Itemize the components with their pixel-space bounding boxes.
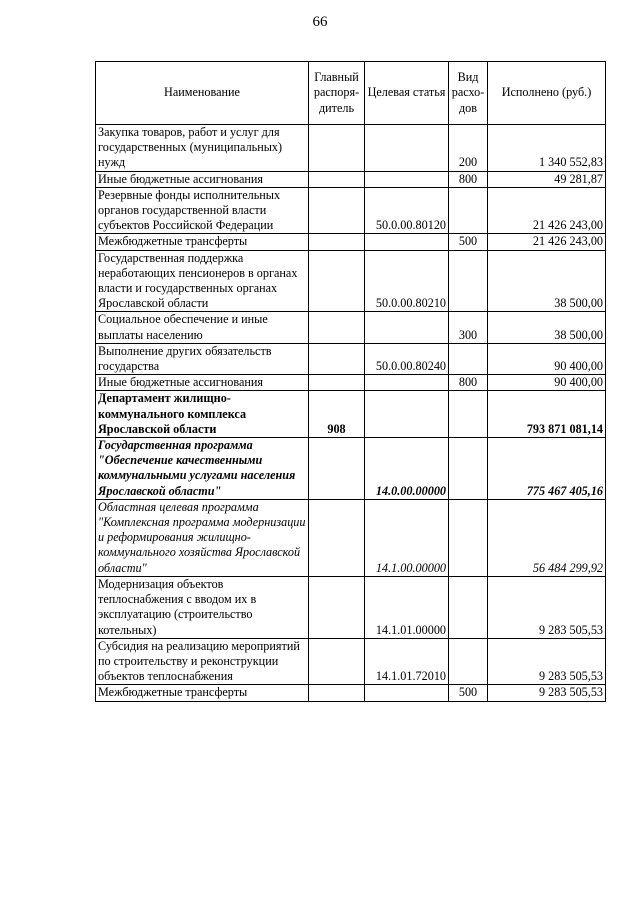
table-row [96, 438, 606, 500]
row-executed-cell: 21 426 243,00 [488, 187, 606, 234]
header-admin: Главный распоря-дитель [309, 62, 365, 125]
row-admin-cell [309, 438, 365, 500]
row-target-article-cell [365, 234, 449, 250]
row-expense-kind-cell: 500 [449, 685, 488, 701]
row-name-cell: Субсидия на реализацию мероприятий по строительству и реконструкции объектов теплоснабжения [96, 638, 309, 685]
row-executed-cell: 49 281,87 [488, 171, 606, 187]
row-name-cell: Департамент жилищно-коммунального комплекса Ярославской области [96, 391, 309, 438]
row-executed-cell: 38 500,00 [488, 312, 606, 343]
row-executed-cell: 38 500,00 [488, 250, 606, 312]
table-row [96, 250, 606, 312]
budget-table [95, 61, 606, 702]
row-target-article-cell: 14.0.00.00000 [365, 438, 449, 500]
row-target-article-cell: 50.0.00.80120 [365, 187, 449, 234]
row-expense-kind-cell [449, 576, 488, 638]
table-row [96, 499, 606, 576]
row-target-article-cell [365, 375, 449, 391]
header-name: Наименование [96, 62, 309, 125]
row-executed-cell: 9 283 505,53 [488, 685, 606, 701]
table-body [96, 125, 606, 702]
row-target-article-cell [365, 312, 449, 343]
row-name-cell: Иные бюджетные ассигнования [96, 375, 309, 391]
header-expense-kind: Вид расхо-дов [449, 62, 488, 125]
table-row [96, 312, 606, 343]
table-row [96, 171, 606, 187]
row-target-article-cell [365, 125, 449, 172]
row-admin-cell [309, 343, 365, 374]
row-expense-kind-cell [449, 638, 488, 685]
row-executed-cell: 90 400,00 [488, 343, 606, 374]
row-name-cell: Межбюджетные трансферты [96, 685, 309, 701]
row-expense-kind-cell [449, 438, 488, 500]
row-expense-kind-cell: 800 [449, 171, 488, 187]
table-row [96, 685, 606, 701]
table-row [96, 391, 606, 438]
row-admin-cell [309, 312, 365, 343]
row-target-article-cell [365, 171, 449, 187]
row-name-cell: Резервные фонды исполнительных органов государственной власти субъектов Российской Федерации [96, 187, 309, 234]
row-executed-cell: 9 283 505,53 [488, 576, 606, 638]
row-expense-kind-cell [449, 499, 488, 576]
row-name-cell: Межбюджетные трансферты [96, 234, 309, 250]
row-expense-kind-cell [449, 187, 488, 234]
row-name-cell: Областная целевая программа "Комплексная программа модернизации и реформирования жилищно-коммунального хозяйства Ярославской области" [96, 499, 309, 576]
header-target-article: Целевая статья [365, 62, 449, 125]
row-expense-kind-cell: 200 [449, 125, 488, 172]
row-name-cell: Иные бюджетные ассигнования [96, 171, 309, 187]
row-admin-cell [309, 125, 365, 172]
row-admin-cell: 908 [309, 391, 365, 438]
table-row [96, 576, 606, 638]
table-row [96, 375, 606, 391]
row-target-article-cell: 14.1.00.00000 [365, 499, 449, 576]
row-admin-cell [309, 576, 365, 638]
row-expense-kind-cell [449, 343, 488, 374]
row-admin-cell [309, 234, 365, 250]
row-executed-cell: 21 426 243,00 [488, 234, 606, 250]
page-number: 66 [312, 14, 328, 30]
table-row [96, 638, 606, 685]
row-name-cell: Государственная программа "Обеспечение качественными коммунальными услугами населения Ярославской области" [96, 438, 309, 500]
row-admin-cell [309, 685, 365, 701]
row-target-article-cell: 14.1.01.00000 [365, 576, 449, 638]
row-executed-cell: 793 871 081,14 [488, 391, 606, 438]
row-admin-cell [309, 250, 365, 312]
row-admin-cell [309, 375, 365, 391]
row-expense-kind-cell [449, 391, 488, 438]
row-executed-cell: 56 484 299,92 [488, 499, 606, 576]
row-name-cell: Закупка товаров, работ и услуг для государственных (муниципальных) нужд [96, 125, 309, 172]
header-executed: Исполнено (руб.) [488, 62, 606, 125]
row-target-article-cell: 50.0.00.80210 [365, 250, 449, 312]
row-expense-kind-cell: 500 [449, 234, 488, 250]
row-name-cell: Социальное обеспечение и иные выплаты населению [96, 312, 309, 343]
row-admin-cell [309, 499, 365, 576]
row-admin-cell [309, 171, 365, 187]
table-row [96, 343, 606, 374]
table-row [96, 187, 606, 234]
row-expense-kind-cell [449, 250, 488, 312]
row-name-cell: Модернизация объектов теплоснабжения с вводом их в эксплуатацию (строительство котельных) [96, 576, 309, 638]
row-executed-cell: 9 283 505,53 [488, 638, 606, 685]
row-executed-cell: 90 400,00 [488, 375, 606, 391]
row-name-cell: Государственная поддержка неработающих пенсионеров в органах власти и государственных органах Ярославской области [96, 250, 309, 312]
row-target-article-cell: 14.1.01.72010 [365, 638, 449, 685]
row-name-cell: Выполнение других обязательств государства [96, 343, 309, 374]
row-target-article-cell [365, 685, 449, 701]
row-target-article-cell [365, 391, 449, 438]
row-expense-kind-cell: 300 [449, 312, 488, 343]
table-header-row [96, 62, 606, 125]
row-admin-cell [309, 187, 365, 234]
row-expense-kind-cell: 800 [449, 375, 488, 391]
row-executed-cell: 1 340 552,83 [488, 125, 606, 172]
table-row [96, 234, 606, 250]
row-admin-cell [309, 638, 365, 685]
row-target-article-cell: 50.0.00.80240 [365, 343, 449, 374]
table-row [96, 125, 606, 172]
row-executed-cell: 775 467 405,16 [488, 438, 606, 500]
